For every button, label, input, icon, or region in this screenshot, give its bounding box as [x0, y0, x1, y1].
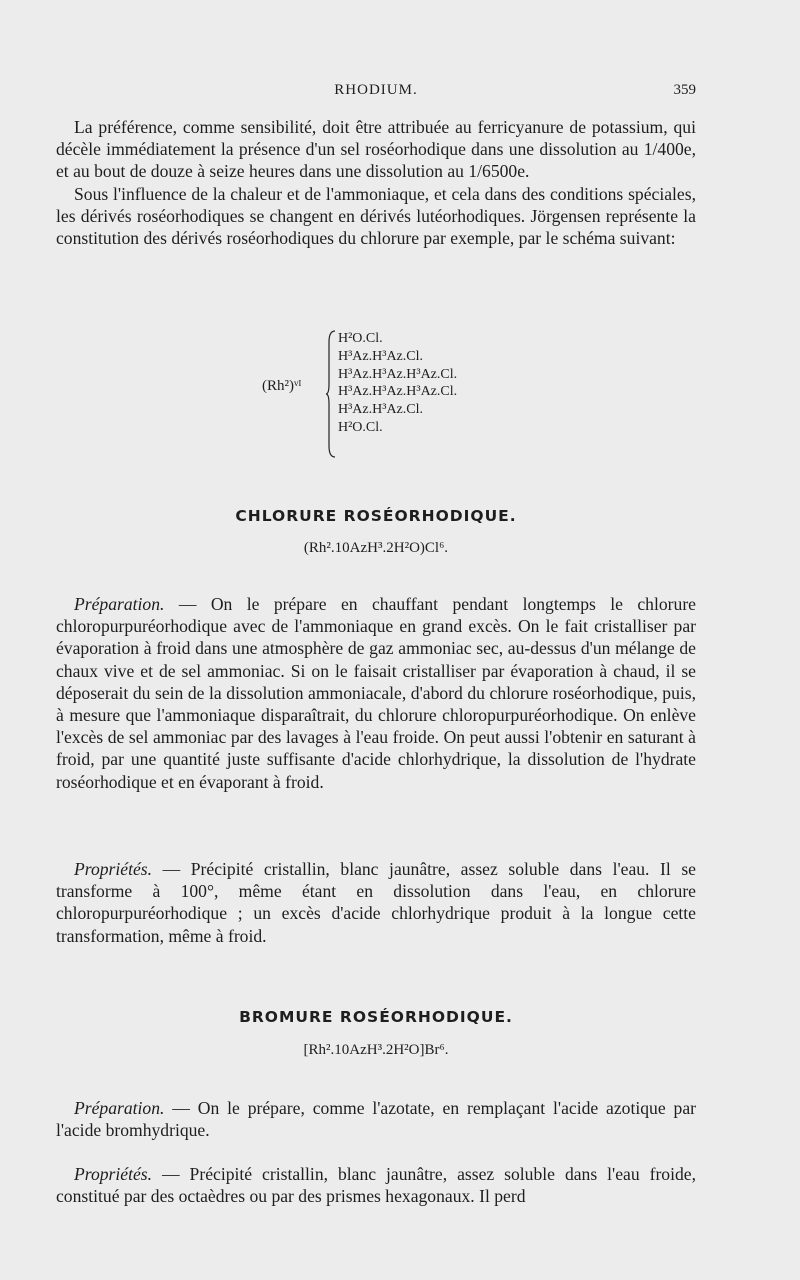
- brace-icon: [326, 330, 336, 458]
- scheme-line: H³Az.H³Az.H³Az.Cl.: [338, 366, 458, 382]
- scheme-line: H²O.Cl.: [338, 419, 383, 435]
- paragraph-proprietes: [56, 858, 696, 947]
- formula-bromure: [Rh².10AzH³.2H²O]Br⁶.: [303, 1042, 449, 1058]
- constitution-scheme: [262, 330, 562, 460]
- chlorure-text: [56, 593, 696, 793]
- scheme-line: H³Az.H³Az.Cl.: [338, 348, 423, 364]
- scheme-lines: [338, 330, 457, 437]
- scheme-line: H³Az.H³Az.Cl.: [338, 402, 423, 418]
- bromure-proprietes: [56, 1163, 696, 1207]
- text-proprietes: — Précipité cristallin, blanc jaunâtre, assez soluble dans l'eau. Il se transforme à 100°, même étant en dissolution dans l'eau, en chlorure chloropurpuréorhodique ; un excès d'acide chlorhydrique produit à la longue cette transformation, même à froid.: [56, 859, 696, 946]
- text-proprietes: — Précipité cristallin, blanc jaunâtre, assez soluble dans l'eau froide, constitué par des octaèdres ou par des prismes hexagonaux. Il perd: [56, 1164, 696, 1207]
- section-title-bromure: BROMURE ROSÉORHODIQUE.: [239, 1008, 513, 1026]
- bromure-preparation: [56, 1097, 696, 1141]
- text-preparation: — On le prépare, comme l'azotate, en remplaçant l'acide azotique par l'acide bromhydrique.: [56, 1098, 696, 1141]
- scheme-line: H²O.Cl.: [338, 331, 383, 346]
- label-proprietes: Propriétés.: [74, 859, 153, 879]
- scheme-line: H³Az.H³Az.H³Az.Cl.: [338, 384, 458, 400]
- label-proprietes: Propriétés.: [74, 1164, 153, 1184]
- section-title-chlorure: CHLORURE ROSÉORHODIQUE.: [235, 507, 517, 525]
- paragraph-preparation: [56, 1097, 696, 1141]
- paragraph-proprietes: [56, 1163, 696, 1207]
- label-preparation: Préparation.: [74, 1098, 165, 1118]
- text-preparation: — On le prépare en chauffant pendant longtemps le chlorure chloropurpuréorhodique avec de l'ammoniaque en grand excès. On le fait cristalliser par évaporation à froid dans une atmosphère de gaz ammoniac sec, au-dessus d'un mélange de chaux vive et de sel ammoniac. Si on le faisait cristalliser par évaporation à chaud, il se déposerait du sein de la dissolution ammoniacale, d'abord du chlorure roséorhodique, puis, à mesure que l'ammoniaque disparaîtrait, du chlorure chloropurpuréorhodique. On enlève l'excès de sel ammoniac par des lavages à l'eau froide. On peut aussi l'obtenir en saturant à froid, par une quantité juste suffisante d'acide chlorhydrique, la dissolution de l'hydrate roséorhodique et en évaporant à froid.: [56, 594, 696, 792]
- paragraph-preparation: [56, 593, 696, 793]
- intro-text: [56, 116, 696, 249]
- page-header: [56, 82, 696, 106]
- formula-chlorure: (Rh².10AzH³.2H²O)Cl⁶.: [303, 540, 449, 556]
- page-number: 359: [673, 82, 696, 98]
- chlorure-proprietes: [56, 858, 696, 947]
- scheme-prefix: (Rh²)ᵛᴵ: [262, 378, 302, 394]
- running-title: RHODIUM.: [334, 82, 418, 98]
- label-preparation: Préparation.: [74, 594, 165, 614]
- paragraph: La préférence, comme sensibilité, doit être attribuée au ferricyanure de potassium, qui décèle immédiatement la présence d'un sel roséorhodique dans une dissolution au 1/400e, et au bout de douze à seize heures dans une dissolution au 1/6500e.: [56, 117, 696, 182]
- paragraph: Sous l'influence de la chaleur et de l'ammoniaque, et cela dans des conditions spéciales, les dérivés roséorhodiques se changent en dérivés lutéorhodiques. Jörgensen représente la constitution des dérivés roséorhodiques du chlorure par exemple, par le schéma suivant:: [56, 183, 696, 249]
